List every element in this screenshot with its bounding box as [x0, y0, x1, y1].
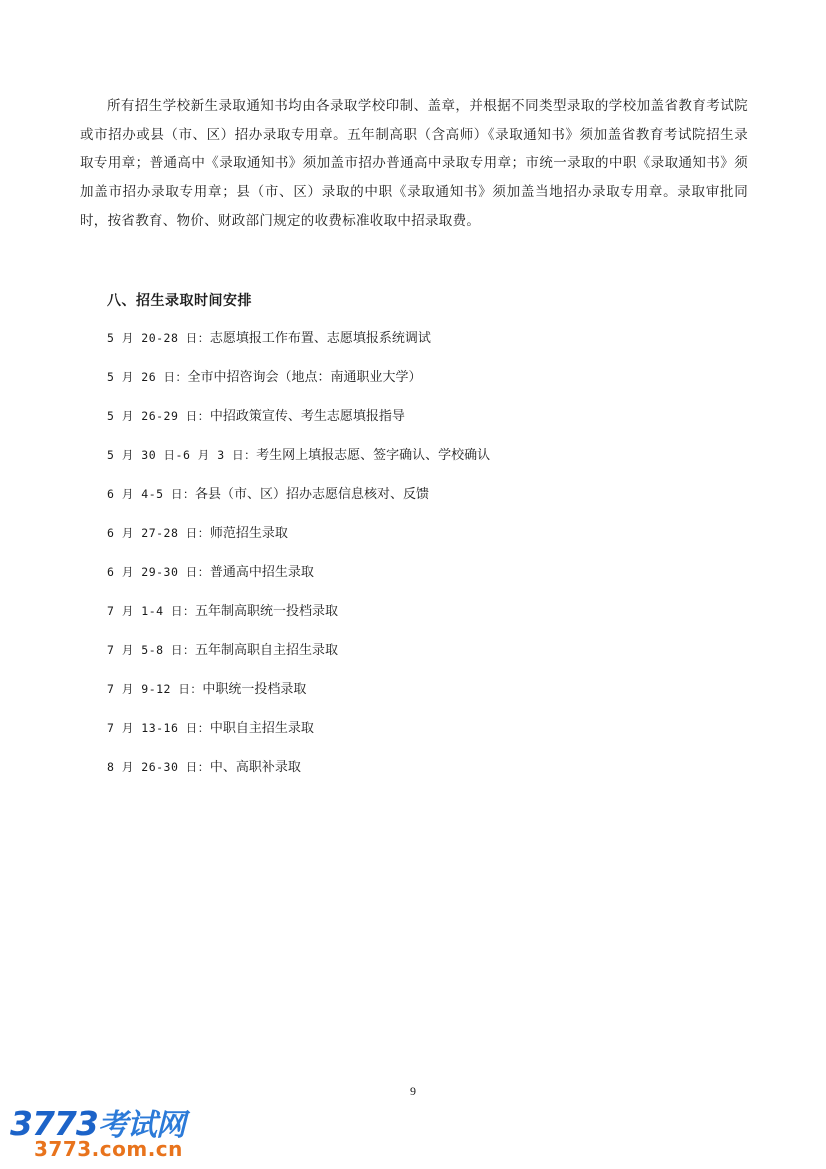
schedule-item [107, 365, 490, 404]
site-watermark-logo [10, 1106, 185, 1164]
schedule-item [107, 755, 490, 794]
schedule-date: 6 月 27-28 日： [107, 526, 210, 540]
schedule-event: 师范招生录取 [209, 526, 288, 541]
schedule-item [107, 638, 490, 677]
logo-digits: 3773 [10, 1104, 98, 1143]
schedule-item [107, 521, 490, 560]
schedule-event: 五年制高职统一投档录取 [194, 604, 338, 619]
schedule-item [107, 716, 490, 755]
schedule-item [107, 599, 490, 638]
schedule-date: 5 月 20-28 日： [107, 331, 210, 345]
schedule-item [107, 482, 490, 521]
schedule-event: 中职自主招生录取 [209, 721, 314, 736]
schedule-date: 8 月 26-30 日： [107, 760, 210, 774]
schedule-date: 6 月 4-5 日： [107, 487, 195, 501]
page-number: 9 [410, 1084, 416, 1098]
logo-cn: 考试网 [97, 1108, 185, 1143]
schedule-list [107, 326, 490, 794]
section-heading: 八、招生录取时间安排 [107, 293, 252, 309]
schedule-event: 考生网上填报志愿、签字确认、学校确认 [256, 448, 491, 463]
schedule-event: 中职统一投档录取 [202, 682, 307, 697]
body-paragraph: 所有招生学校新生录取通知书均由各录取学校印制、盖章，并根据不同类型录取的学校加盖省教育考试院或市招办或县（市、区）招办录取专用章。五年制高职（含高师）《录取通知书》须加盖省教育考试院招生录取专用章；普通高中《录取通知书》须加盖市招办普通高中录取专用章；市统一录取的中职《录取通知书》须加盖市招办录取专用章；县（市、区）录取的中职《录取通知书》须加盖当地招办录取专用章。录取审批同时，按省教育、物价、财政部门规定的收费标准收取中招录取费。 [80, 98, 748, 229]
schedule-event: 各县（市、区）招办志愿信息核对、反馈 [194, 487, 429, 502]
schedule-date: 7 月 13-16 日： [107, 721, 210, 735]
schedule-item [107, 443, 490, 482]
logo-domain: 3773.com.cn [34, 1137, 183, 1161]
schedule-item [107, 677, 490, 716]
schedule-date: 5 月 30 日-6 月 3 日： [107, 448, 257, 462]
schedule-item [107, 404, 490, 443]
schedule-date: 5 月 26 日： [107, 370, 188, 384]
schedule-date: 7 月 1-4 日： [107, 604, 195, 618]
schedule-event: 全市中招咨询会（地点：南通职业大学） [187, 370, 422, 385]
schedule-date: 7 月 9-12 日： [107, 682, 203, 696]
schedule-date: 6 月 29-30 日： [107, 565, 210, 579]
schedule-item [107, 326, 490, 365]
schedule-date: 5 月 26-29 日： [107, 409, 210, 423]
schedule-event: 志愿填报工作布置、志愿填报系统调试 [209, 331, 431, 346]
schedule-item [107, 560, 490, 599]
schedule-event: 中招政策宣传、考生志愿填报指导 [209, 409, 405, 424]
schedule-event: 普通高中招生录取 [209, 565, 314, 580]
schedule-date: 7 月 5-8 日： [107, 643, 195, 657]
schedule-event: 五年制高职自主招生录取 [194, 643, 338, 658]
schedule-event: 中、高职补录取 [209, 760, 301, 775]
